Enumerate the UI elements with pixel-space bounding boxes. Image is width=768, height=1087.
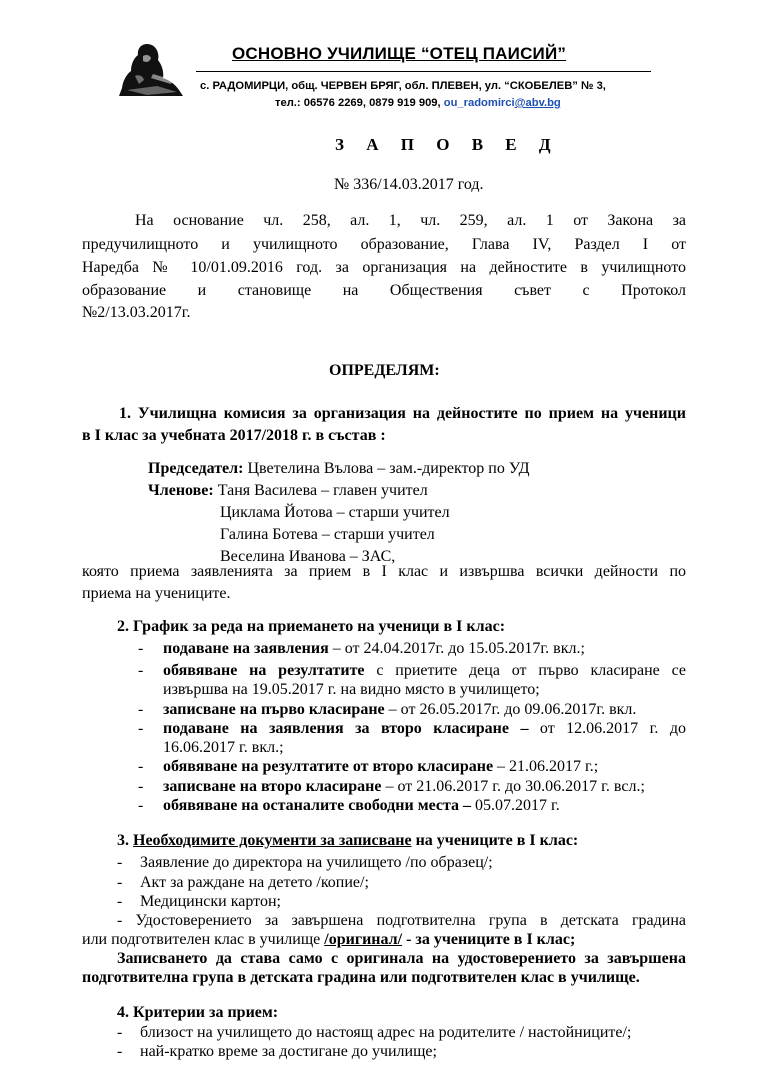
schedule-item: [163, 758, 598, 776]
schedule-item-value: – от 21.06.2017 г. до 30.06.2017 г. всл.;: [381, 778, 645, 795]
section1-heading: 1. Училищна комисия за организация на дейностите по прием на ученици: [119, 405, 686, 422]
list-bullet: -: [138, 701, 144, 718]
school-address: с. РАДОМИРЦИ, общ. ЧЕРВЕН БРЯГ, обл. ПЛЕВЕН, ул. “СКОБЕЛЕВ” № 3,: [200, 80, 606, 92]
document-number: № 336/14.03.2017 год.: [334, 176, 484, 193]
schedule-item: [163, 662, 686, 680]
preamble-line: Наредба № 10/01.09.2016 год. за организация на дейностите в училищното: [82, 259, 686, 276]
schedule-item-label: подаване на заявления за второ класиране –: [163, 720, 529, 737]
schedule-item-label: подаване на заявления: [163, 640, 329, 657]
list-bullet: -: [138, 758, 144, 775]
list-bullet: -: [117, 874, 123, 891]
section3-heading-underlined: Необходимите документи за записване: [133, 832, 412, 849]
email-link[interactable]: @abv.bg: [514, 97, 561, 109]
school-name: ОСНОВНО УЧИЛИЩЕ “ОТЕЦ ПАИСИЙ”: [232, 44, 567, 63]
schedule-item-cont: 16.06.2017 г. вкл.;: [163, 739, 284, 756]
list-bullet: -: [138, 662, 144, 679]
members-row: [148, 482, 428, 500]
certificate-original: /оригинал/: [324, 931, 403, 948]
determine-heading: ОПРЕДЕЛЯМ:: [329, 362, 440, 379]
section2-heading: 2. График за реда на приемането на ученици в I клас:: [117, 618, 506, 635]
section1-closing-cont: приема на учениците.: [82, 585, 231, 602]
section3-number: 3.: [117, 832, 133, 849]
schedule-item-value: – 21.06.2017 г.;: [493, 758, 599, 775]
criteria-item: близост на училището до настоящ адрес на родителите / настойниците/;: [140, 1024, 632, 1041]
member-item: Циклама Йотова – старши учител: [220, 504, 450, 521]
schedule-item-label: обявяване на останалите свободни места –: [163, 797, 472, 814]
member-item: Веселина Иванова – ЗАС,: [220, 548, 396, 565]
section3-heading-rest: на учениците в I клас:: [411, 832, 579, 849]
enrollment-note: Записването да става само с оригинала на удостоверението за завършена: [117, 950, 686, 967]
schedule-item-label: записване на първо класиране: [163, 701, 385, 718]
schedule-item-value: – от 26.05.2017г. до 09.06.2017г. вкл.: [384, 701, 637, 718]
chair-value: Цветелина Вълова – зам.-директор по УД: [243, 460, 530, 477]
list-bullet: -: [138, 640, 144, 657]
schedule-item-value: с приетите деца от първо класиране се: [364, 662, 687, 679]
schedule-item-value: 05.07.2017 г.: [471, 797, 560, 814]
certificate-item: - Удостоверението за завършена подготвителна група в детската градина: [117, 912, 686, 929]
document-item: Акт за раждане на детето /копие/;: [140, 874, 369, 891]
certificate-item-cont: [82, 931, 575, 949]
list-bullet: -: [138, 720, 144, 737]
list-bullet: -: [138, 797, 144, 814]
section3-heading: [117, 832, 578, 850]
schedule-item: [163, 797, 560, 815]
criteria-item: най-кратко време за достигане до училище;: [140, 1043, 437, 1060]
enrollment-note-cont: подготвителна група в детската градина или подготвителен клас в училище.: [82, 969, 640, 986]
schedule-item-cont: извършва на 19.05.2017 г. на видно място в училището;: [163, 681, 540, 698]
preamble-line: предучилищното и училищното образование, Глава IV, Раздел I от: [82, 236, 686, 253]
preamble-line: №2/13.03.2017г.: [82, 304, 191, 321]
list-bullet: -: [138, 778, 144, 795]
list-bullet: -: [117, 854, 123, 871]
schedule-item: [163, 640, 585, 658]
schedule-item: [163, 778, 645, 796]
section4-heading: 4. Критерии за прием:: [117, 1004, 279, 1021]
certificate-text: или подготвителен клас в училище: [82, 931, 325, 948]
schedule-item-label: записване на второ класиране: [163, 778, 382, 795]
document-item: Медицински картон;: [140, 893, 281, 910]
member-item: Таня Василева – главен учител: [213, 482, 428, 499]
schedule-item-value: – от 24.04.2017г. до 15.05.2017г. вкл.;: [328, 640, 585, 657]
school-logo-icon: [117, 40, 187, 98]
certificate-for-class: - за учениците в I клас;: [402, 931, 576, 948]
schedule-item: [163, 720, 686, 738]
header-divider: [196, 71, 651, 72]
email-user: ou_radomirci: [443, 97, 515, 109]
member-item: Галина Ботева – старши учител: [220, 526, 435, 543]
list-bullet: -: [117, 893, 123, 910]
schedule-item: [163, 701, 636, 719]
section1-closing: която приема заявленията за прием в I клас и извършва всички дейности по: [82, 563, 686, 580]
members-label: Членове:: [148, 482, 214, 499]
chair-row: [148, 460, 529, 478]
chair-label: Председател:: [148, 460, 244, 477]
school-contacts: [275, 97, 635, 109]
preamble-line: образование и становище на Обществения съвет с Протокол: [82, 282, 686, 299]
list-bullet: -: [117, 1024, 123, 1041]
document-title: З А П О В Е Д: [335, 135, 560, 154]
school-phones: тел.: 06576 2269, 0879 919 909,: [275, 97, 444, 109]
schedule-item-label: обявяване на резултатите: [163, 662, 365, 679]
schedule-item-label: обявяване на резултатите от второ класиране: [163, 758, 494, 775]
schedule-item-value: от 12.06.2017 г. до: [528, 720, 687, 737]
preamble-line: На основание чл. 258, ал. 1, чл. 259, ал. 1 от Закона за: [135, 212, 686, 229]
document-item: Заявление до директора на училището /по образец/;: [140, 854, 493, 871]
list-bullet: -: [117, 1043, 123, 1060]
section1-heading-cont: в I клас за учебната 2017/2018 г. в състав :: [82, 427, 386, 444]
